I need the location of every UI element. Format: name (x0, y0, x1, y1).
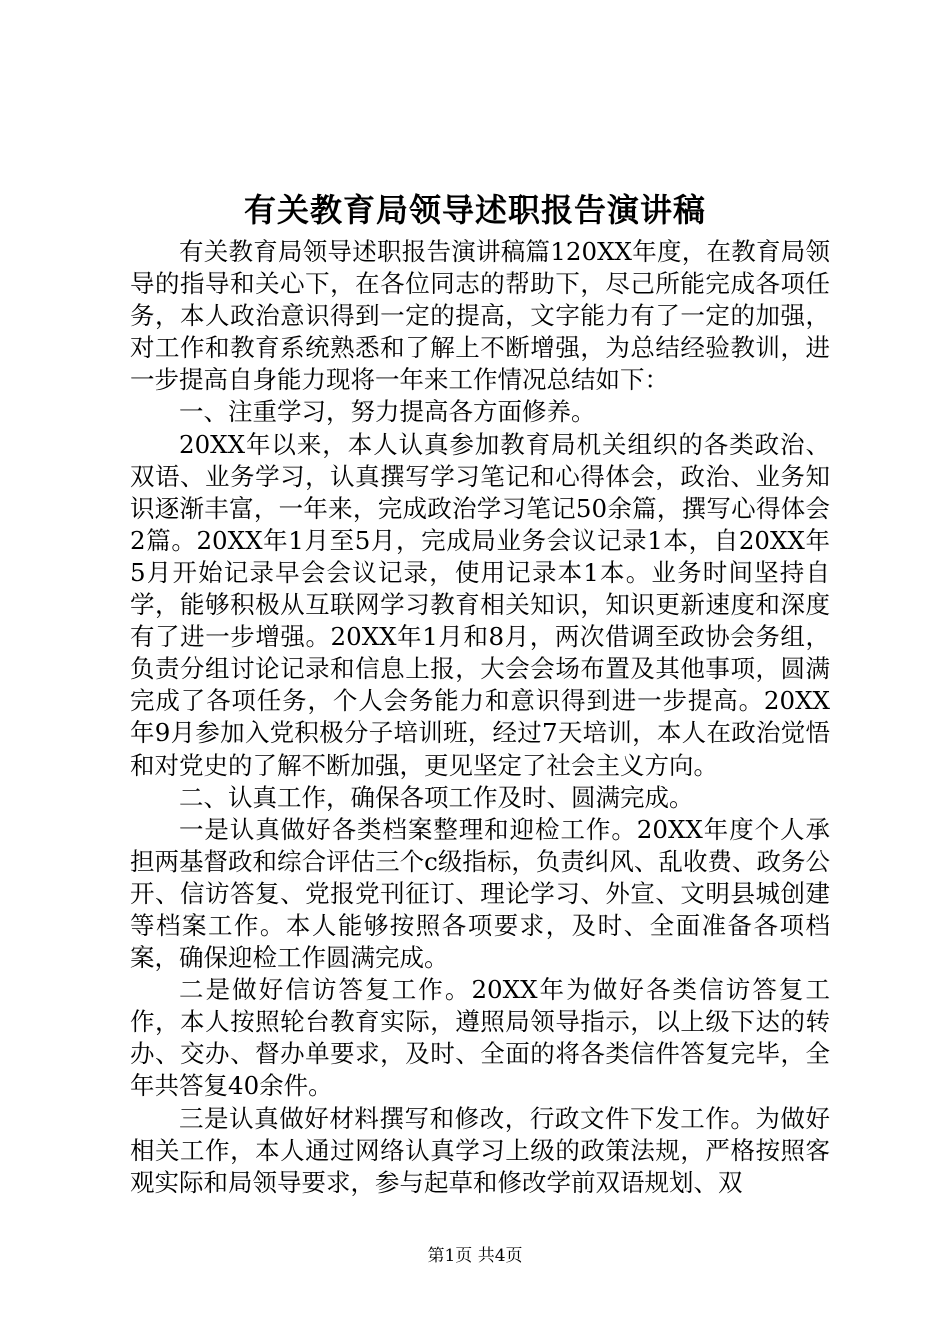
page-number-footer: 第1页 共4页 (427, 1246, 523, 1266)
paragraph-archives: 一是认真做好各类档案整理和迎检工作。20XX年度个人承担两基督政和综合评估三个c级指标，负责纠风、乱收费、政务公开、信访答复、党报党刊征订、理论学习、外宣、文明县城创建等档案工作。本人能够按照各项要求，及时、全面准备各项档案，确保迎检工作圆满完成。 (130, 814, 830, 973)
paragraph-materials: 三是认真做好材料撰写和修改，行政文件下发工作。为做好相关工作，本人通过网络认真学习上级的政策法规，严格按照客观实际和局领导要求，参与起草和修改学前双语规划、双 (130, 1103, 830, 1197)
paragraph-study: 20XX年以来，本人认真参加教育局机关组织的各类政治、双语、业务学习，认真撰写学习笔记和心得体会，政治、业务知识逐渐丰富，一年来，完成政治学习笔记50余篇，撰写心得体会2篇。20XX年1月至5月，完成局业务会议记录1本，自20XX年5月开始记录早会会议记录，使用记录本1本。业务时间坚持自学，能够积极从互联网学习教育相关知识，知识更新速度和深度有了进一步增强。20XX年1月和8月，两次借调至政协会务组，负责分组讨论记录和信息上报，大会会场布置及其他事项，圆满完成了各项任务，个人会务能力和意识得到进一步提高。20XX年9月参加入党积极分子培训班，经过7天培训，本人在政治觉悟和对党史的了解不断加强，更见坚定了社会主义方向。 (130, 429, 830, 780)
paragraph-petitions: 二是做好信访答复工作。20XX年为做好各类信访答复工作，本人按照轮台教育实际，遵照局领导指示，以上级下达的转办、交办、督办单要求，及时、全面的将各类信件答复完毕，全年共答复40余件。 (130, 975, 830, 1101)
section-heading-2: 二、认真工作，确保各项工作及时、圆满完成。 (179, 782, 694, 812)
paragraph-intro: 有关教育局领导述职报告演讲稿篇120XX年度，在教育局领导的指导和关心下，在各位同志的帮助下，尽己所能完成各项任务，本人政治意识得到一定的提高，文字能力有了一定的加强，对工作和教育系统熟悉和了解上不断增强，为总结经验教训，进一步提高自身能力现将一年来工作情况总结如下： (130, 237, 830, 395)
document-title: 有关教育局领导述职报告演讲稿 (243, 191, 706, 229)
document-body (130, 236, 830, 1199)
section-heading-1: 一、注重学习，努力提高各方面修养。 (179, 397, 596, 427)
